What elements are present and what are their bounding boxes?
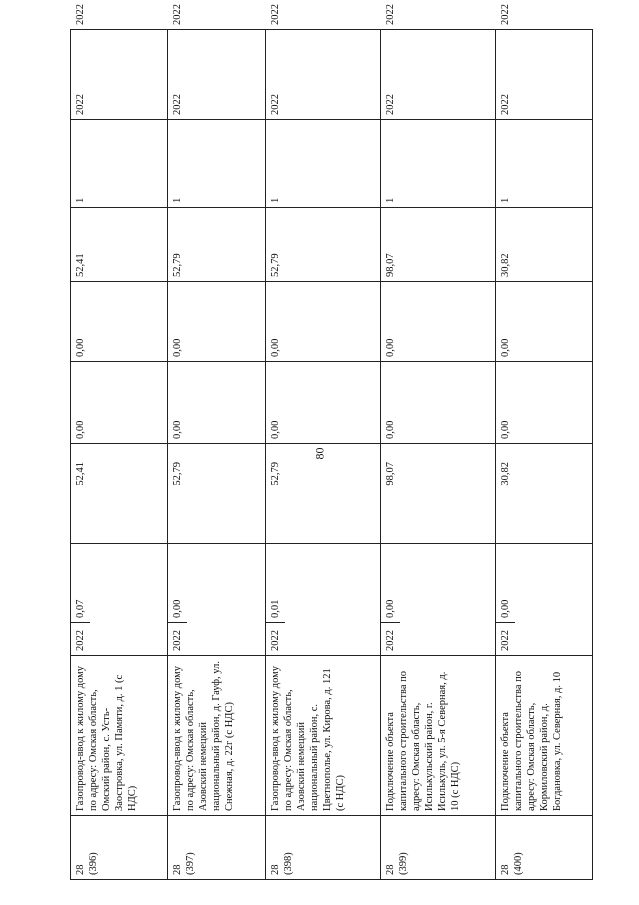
value-cell: 1 (168, 120, 265, 208)
value-cell: 0,00 (495, 362, 592, 444)
value-cell: 1 (380, 120, 495, 208)
value-cell: 0,01 (269, 599, 281, 618)
year-start: 2022 (266, 622, 285, 655)
value-cell: 0,07 (75, 599, 86, 618)
year-start: 2022 (381, 622, 400, 655)
row-number: 28 (400) (495, 816, 592, 880)
value-cell: 52,79 (265, 444, 380, 544)
value-cell: 98,07 (380, 444, 495, 544)
year-start: 2022 (168, 622, 187, 655)
year-cell: 2022 (265, 30, 380, 120)
table-row: 28 (400) Подключение объекта капитального строительства по адресу: Омская область, Кормиловский район, д. Богдановка, ул. Северная, д. 10 2022 0,00 30,82 0,00 0,00 30,82 1 2022 2022 (495, 30, 592, 880)
table-row: 28 (398) Газопровод-ввод к жилому дому по адресу: Омская область, Азовский немецкий национальный район, с. Цветнополье, ул. Кирова, д. 121 (с НДС) 2022 0,01 52,79 0,00 0,00 52,79 1 2022 2022 (265, 30, 380, 880)
page-number-text: 80 (312, 447, 327, 459)
value-cell: 30,82 (495, 444, 592, 544)
value-cell: 0,00 (380, 362, 495, 444)
object-description: Газопровод-ввод к жилому дому по адресу: Омская область, Омский район, с. Усть-Заостровка, ул. Памяти, д. 1 (с НДС) (71, 656, 168, 816)
value-cell: 1 (265, 120, 380, 208)
investment-table (70, 4, 593, 880)
value-cell: 0,00 (265, 282, 380, 362)
value-cell: 0,00 (265, 362, 380, 444)
year-cell: 2022 (168, 30, 265, 120)
object-description: Газопровод-ввод к жилому дому по адресу: Омская область, Азовский немецкий национальный район, с. Цветнополье, ул. Кирова, д. 121 (с НДС) (265, 656, 380, 816)
year-cell: 2022 (380, 30, 495, 120)
row-number: 28 (399) (380, 816, 495, 880)
value-cell: 0,00 (384, 599, 396, 618)
rotated-table-wrapper (70, 4, 593, 880)
table-row: 28 (396) Газопровод-ввод к жилому дому по адресу: Омская область, Омский район, с. Усть-Заостровка, ул. Памяти, д. 1 (с НДС) 2022 0,07 52,41 0,00 0,00 52,41 1 2022 2022 (71, 30, 168, 880)
object-description: Подключение объекта капитального строительства по адресу: Омская область, Кормиловский район, д. Богдановка, ул. Северная, д. 10 (495, 656, 592, 816)
value-cell: 52,79 (168, 444, 265, 544)
row-number: 28 (398) (265, 816, 380, 880)
year-cell: 2022 (71, 30, 168, 120)
value-cell: 52,79 (168, 208, 265, 282)
table-row: 28 (399) Подключение объекта капитального строительства по адресу: Омская область, Исилькульский район, г. Исилькуль, ул. 5-я Северная, д. 10 (с НДС) 2022 0,00 98,07 0,00 0,00 98,07 1 2022 2022 (380, 30, 495, 880)
value-cell: 1 (495, 120, 592, 208)
object-description: Газопровод-ввод к жилому дому по адресу: Омская область, Азовский немецкий национальный район, д. Гауф, ул. Снежная, д. 22г (с НДС) (168, 656, 265, 816)
value-cell: 0,00 (168, 282, 265, 362)
year-value-cell (265, 544, 380, 656)
year-value-cell (495, 544, 592, 656)
value-cell: 52,41 (71, 444, 168, 544)
value-cell: 0,00 (71, 282, 168, 362)
table-row: 28 (397) Газопровод-ввод к жилому дому по адресу: Омская область, Азовский немецкий национальный район, д. Гауф, ул. Снежная, д. 22г (с НДС) 2022 0,00 52,79 0,00 0,00 52,79 1 2022 2022 (168, 30, 265, 880)
year-value-cell (168, 544, 265, 656)
value-cell: 0,00 (172, 599, 184, 618)
value-cell: 0,00 (380, 282, 495, 362)
value-cell: 0,00 (495, 282, 592, 362)
year-cell: 2022 (495, 30, 592, 120)
value-cell: 0,00 (499, 599, 511, 618)
year-start: 2022 (496, 622, 515, 655)
value-cell: 98,07 (380, 208, 495, 282)
year-start: 2022 (71, 622, 90, 655)
value-cell: 1 (71, 120, 168, 208)
value-cell: 0,00 (168, 362, 265, 444)
year-value-cell (71, 544, 168, 656)
row-number: 28 (396) (71, 816, 168, 880)
value-cell: 52,79 (265, 208, 380, 282)
year-value-cell (380, 544, 495, 656)
value-cell: 30,82 (495, 208, 592, 282)
value-cell: 52,41 (71, 208, 168, 282)
object-description: Подключение объекта капитального строительства по адресу: Омская область, Исилькульский район, г. Исилькуль, ул. 5-я Северная, д. 10 (с НДС) (380, 656, 495, 816)
row-number: 28 (397) (168, 816, 265, 880)
value-cell: 0,00 (71, 362, 168, 444)
